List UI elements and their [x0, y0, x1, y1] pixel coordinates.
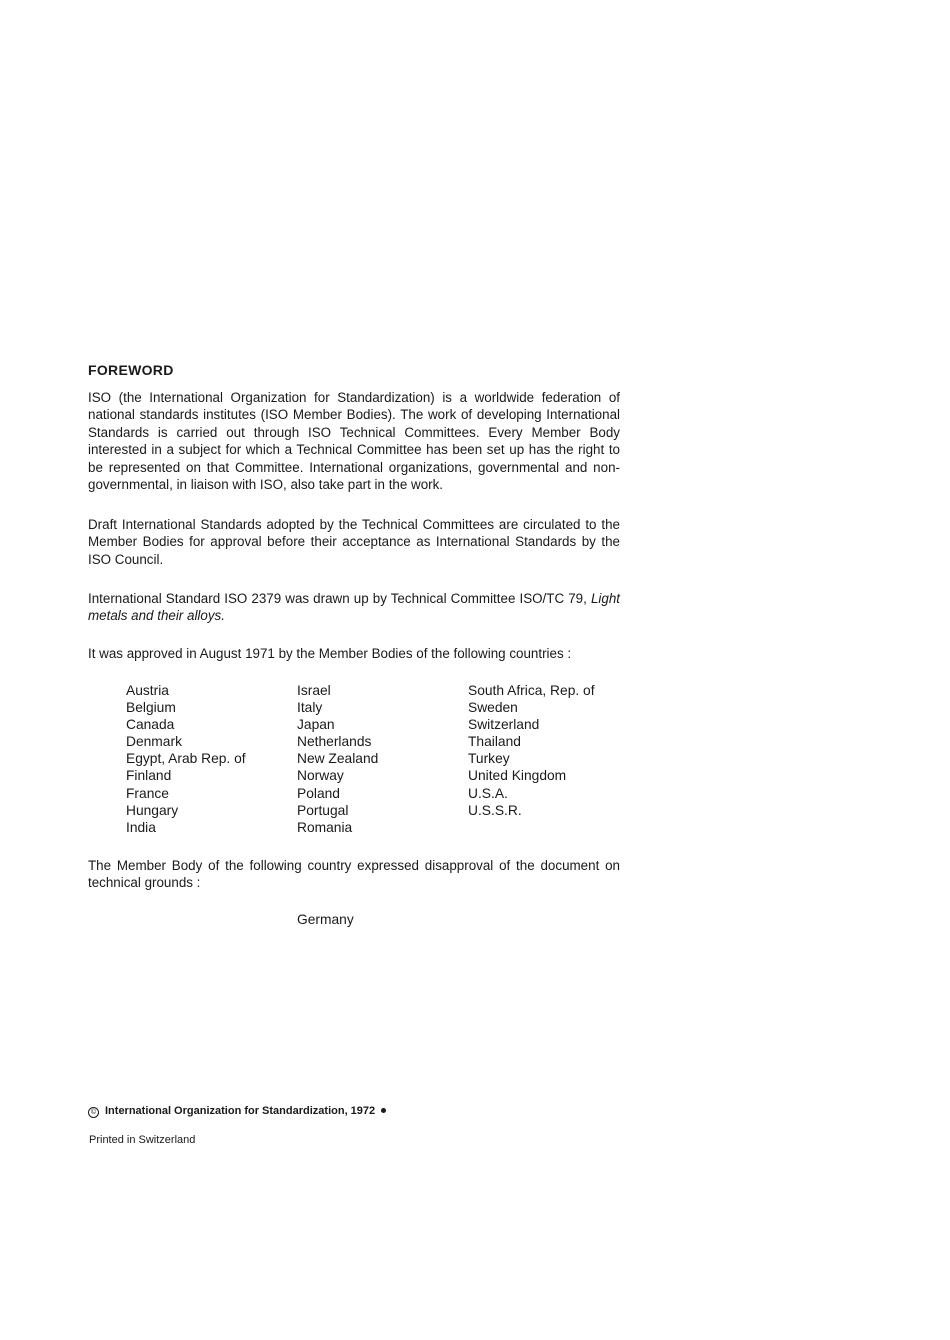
country-item: United Kingdom — [468, 768, 567, 784]
country-item: Hungary — [126, 802, 179, 818]
country-item: New Zealand — [297, 751, 379, 767]
bullet-dot-icon — [381, 1108, 386, 1113]
country-item: Netherlands — [297, 734, 372, 750]
approving-countries-column-2 — [297, 682, 378, 836]
country-item: Portugal — [297, 802, 349, 818]
foreword-paragraph-committee — [88, 590, 620, 625]
copyright-text: International Organization for Standardization, 1972 — [105, 1105, 376, 1117]
committee-intro-text: International Standard ISO 2379 was drawn up by Technical Committee ISO/TC 79, — [88, 591, 587, 606]
country-item: Austria — [126, 683, 169, 698]
country-item: India — [126, 819, 156, 835]
country-item: Belgium — [126, 700, 176, 716]
foreword-paragraph-approval: It was approved in August 1971 by the Member Bodies of the following countries : — [88, 646, 572, 661]
foreword-paragraph-disapproval: The Member Body of the following country expressed disapproval of the document on technical grounds : — [88, 858, 620, 891]
country-item: Norway — [297, 768, 344, 784]
country-item: Italy — [297, 700, 323, 716]
country-item: Egypt, Arab Rep. of — [126, 751, 246, 767]
copyright-notice — [88, 1105, 386, 1118]
country-item: France — [126, 785, 169, 801]
approving-countries-column-3 — [468, 682, 595, 819]
country-item: Thailand — [468, 734, 521, 750]
copyright-icon: © — [88, 1107, 99, 1118]
country-item: Israel — [297, 683, 331, 698]
country-item: Denmark — [126, 734, 182, 750]
country-item: U.S.S.R. — [468, 802, 522, 818]
disapproving-country: Germany — [297, 912, 354, 927]
country-item: Sweden — [468, 700, 518, 716]
committee-title: Light metals and their alloys. — [88, 591, 620, 624]
foreword-paragraph-iso: ISO (the International Organization for Standardization) is a worldwide federation of national standards institutes (ISO Member Bodies). The work of developing International Standards is carried out through ISO Technical Committees. Every Member Body interested in a subject for which a Technical Committee has been set up has the right to be represented on that Committee. International organizations, governmental and non-governmental, in liaison with ISO, also take part in the work. — [88, 390, 620, 493]
country-item: Finland — [126, 768, 172, 784]
country-item: Canada — [126, 717, 175, 733]
approving-countries-column-1 — [126, 682, 246, 836]
country-item: U.S.A. — [468, 785, 508, 801]
country-item: Japan — [297, 717, 335, 733]
foreword-paragraph-drafts: Draft International Standards adopted by the Technical Committees are circulated to the Member Bodies for approval before their acceptance as International Standards by the ISO Council. — [88, 517, 620, 567]
printed-in-notice: Printed in Switzerland — [89, 1134, 196, 1146]
country-item: Turkey — [468, 751, 510, 767]
foreword-heading: FOREWORD — [88, 362, 174, 378]
country-item: Switzerland — [468, 717, 540, 733]
country-item: South Africa, Rep. of — [468, 683, 595, 698]
country-item: Romania — [297, 819, 353, 835]
country-item: Poland — [297, 785, 340, 801]
